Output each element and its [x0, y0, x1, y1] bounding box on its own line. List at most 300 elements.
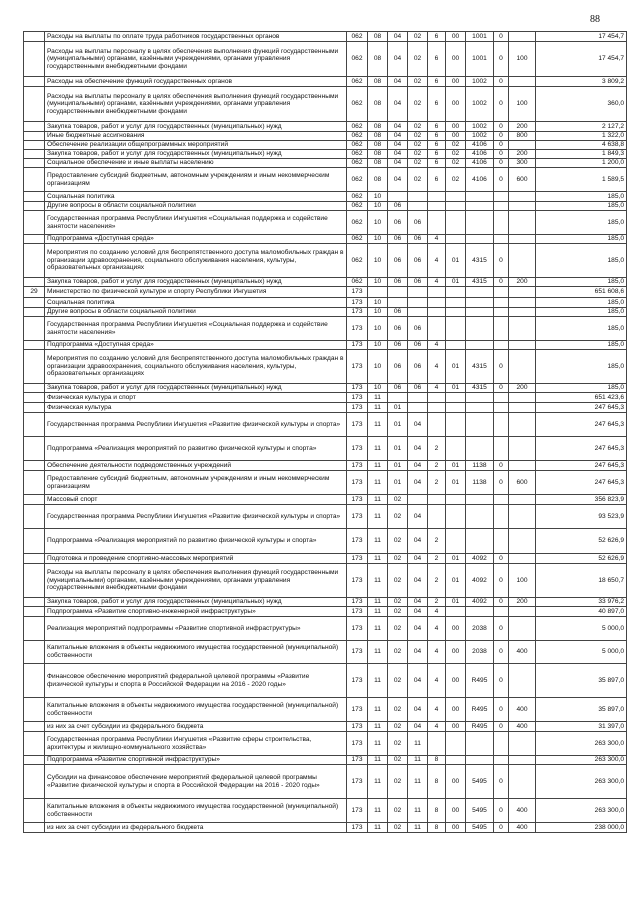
code-subsection: 01 [388, 413, 408, 437]
row-amount: 356 823,9 [536, 495, 627, 505]
row-number [24, 732, 45, 756]
code-section: 08 [368, 42, 388, 77]
code-subprogram: 2 [428, 598, 446, 607]
code-subsection: 01 [388, 471, 408, 495]
code-suffix: 0 [494, 765, 509, 799]
code-expense-type [509, 756, 536, 765]
code-section: 10 [368, 211, 388, 235]
row-amount: 5 000,0 [536, 641, 627, 664]
code-expense-type [509, 529, 536, 554]
code-suffix: 0 [494, 244, 509, 278]
code-suffix: 0 [494, 471, 509, 495]
table-row [24, 471, 627, 495]
table-row [24, 698, 627, 722]
code-suffix: 0 [494, 461, 509, 471]
code-subsection: 06 [388, 235, 408, 244]
code-suffix [494, 192, 509, 202]
code-subsection [388, 393, 408, 403]
row-number [24, 141, 45, 150]
code-expense-type [509, 437, 536, 461]
code-main-event [446, 529, 466, 554]
code-subsection: 02 [388, 756, 408, 765]
code-subprogram: 2 [428, 471, 446, 495]
row-amount: 651 423,6 [536, 393, 627, 403]
code-subprogram: 4 [428, 350, 446, 384]
code-suffix [494, 211, 509, 235]
row-number [24, 607, 45, 617]
row-name: Государственная программа Республики Ингушетия «Развитие физической культуры и спорта» [45, 505, 347, 529]
code-main-event: 00 [446, 799, 466, 823]
code-subsection: 02 [388, 554, 408, 564]
code-suffix: 0 [494, 384, 509, 393]
code-section: 11 [368, 799, 388, 823]
table-row [24, 317, 627, 341]
code-subprogram [428, 732, 446, 756]
row-amount: 263 300,0 [536, 732, 627, 756]
table-row [24, 132, 627, 141]
row-number [24, 122, 45, 132]
code-ministry: 062 [347, 235, 368, 244]
table-row [24, 732, 627, 756]
code-suffix [494, 505, 509, 529]
code-subprogram: 2 [428, 461, 446, 471]
code-subprogram: 4 [428, 278, 446, 287]
table-row [24, 722, 627, 732]
code-expense-type: 100 [509, 87, 536, 122]
table-row [24, 168, 627, 192]
code-section [368, 287, 388, 298]
code-section: 08 [368, 141, 388, 150]
code-expense-type: 400 [509, 799, 536, 823]
code-program [408, 403, 428, 413]
code-section: 11 [368, 823, 388, 833]
code-ministry: 062 [347, 42, 368, 77]
code-ministry: 173 [347, 384, 368, 393]
code-expense-type: 100 [509, 564, 536, 598]
code-ministry: 062 [347, 87, 368, 122]
code-direction [466, 317, 494, 341]
code-suffix [494, 413, 509, 437]
code-subsection: 04 [388, 122, 408, 132]
table-row [24, 505, 627, 529]
code-direction: 5495 [466, 823, 494, 833]
table-row [24, 211, 627, 235]
code-section: 11 [368, 461, 388, 471]
code-ministry: 173 [347, 617, 368, 641]
code-program: 11 [408, 756, 428, 765]
row-number [24, 664, 45, 698]
row-number [24, 350, 45, 384]
code-subsection: 02 [388, 722, 408, 732]
row-amount: 238 000,0 [536, 823, 627, 833]
code-suffix: 0 [494, 77, 509, 87]
code-program [408, 298, 428, 308]
code-expense-type: 200 [509, 122, 536, 132]
code-program: 06 [408, 341, 428, 350]
row-amount: 185,0 [536, 298, 627, 308]
code-main-event: 00 [446, 617, 466, 641]
code-section: 10 [368, 192, 388, 202]
code-program [408, 287, 428, 298]
code-expense-type: 800 [509, 132, 536, 141]
code-direction: 4106 [466, 168, 494, 192]
row-name: Обеспечение деятельности подведомственных учреждений [45, 461, 347, 471]
row-number [24, 202, 45, 211]
code-expense-type [509, 413, 536, 437]
code-direction [466, 495, 494, 505]
code-subsection: 02 [388, 698, 408, 722]
code-direction: 5495 [466, 799, 494, 823]
code-ministry: 062 [347, 77, 368, 87]
code-expense-type: 400 [509, 698, 536, 722]
code-program: 04 [408, 471, 428, 495]
code-program: 06 [408, 278, 428, 287]
code-subprogram: 2 [428, 437, 446, 461]
row-number [24, 87, 45, 122]
code-section: 10 [368, 202, 388, 211]
code-ministry: 173 [347, 756, 368, 765]
code-subprogram [428, 505, 446, 529]
code-ministry: 062 [347, 32, 368, 42]
code-program: 06 [408, 235, 428, 244]
row-name: Социальное обеспечение и иные выплаты населению [45, 159, 347, 168]
code-subsection: 06 [388, 202, 408, 211]
code-expense-type: 200 [509, 278, 536, 287]
table-row [24, 617, 627, 641]
code-main-event: 00 [446, 132, 466, 141]
code-program [408, 192, 428, 202]
code-subprogram: 6 [428, 159, 446, 168]
code-section: 10 [368, 244, 388, 278]
row-name: из них за счет субсидии из федерального бюджета [45, 722, 347, 732]
code-program: 02 [408, 168, 428, 192]
code-section: 08 [368, 168, 388, 192]
code-subprogram [428, 403, 446, 413]
code-expense-type [509, 77, 536, 87]
row-number [24, 756, 45, 765]
code-subsection: 04 [388, 159, 408, 168]
code-section: 10 [368, 278, 388, 287]
code-section: 11 [368, 403, 388, 413]
code-suffix: 0 [494, 168, 509, 192]
code-main-event [446, 287, 466, 298]
code-main-event: 01 [446, 554, 466, 564]
code-ministry: 062 [347, 168, 368, 192]
code-subprogram: 6 [428, 77, 446, 87]
table-row [24, 564, 627, 598]
code-subsection: 04 [388, 168, 408, 192]
code-program: 02 [408, 122, 428, 132]
row-amount: 1 322,0 [536, 132, 627, 141]
code-subsection: 06 [388, 244, 408, 278]
code-main-event [446, 202, 466, 211]
row-name: Капитальные вложения в объекты недвижимого имущества государственной (муниципальной) собственности [45, 641, 347, 664]
code-direction: 1001 [466, 42, 494, 77]
row-amount: 651 608,6 [536, 287, 627, 298]
row-number [24, 461, 45, 471]
table-row [24, 42, 627, 77]
code-subsection: 04 [388, 150, 408, 159]
code-expense-type: 400 [509, 823, 536, 833]
code-program: 04 [408, 617, 428, 641]
row-number [24, 298, 45, 308]
code-suffix [494, 235, 509, 244]
code-program: 04 [408, 664, 428, 698]
row-amount: 263 300,0 [536, 765, 627, 799]
code-subprogram: 6 [428, 42, 446, 77]
code-program: 04 [408, 564, 428, 598]
code-ministry: 173 [347, 823, 368, 833]
row-number [24, 529, 45, 554]
code-section: 08 [368, 77, 388, 87]
code-section: 10 [368, 298, 388, 308]
code-direction: 4106 [466, 150, 494, 159]
code-expense-type: 400 [509, 641, 536, 664]
code-subsection: 04 [388, 32, 408, 42]
row-name: Капитальные вложения в объекты недвижимого имущества государственной (муниципальной) собственности [45, 698, 347, 722]
table-row [24, 598, 627, 607]
table-row [24, 413, 627, 437]
code-main-event: 00 [446, 664, 466, 698]
code-ministry: 062 [347, 141, 368, 150]
row-number [24, 554, 45, 564]
code-expense-type [509, 393, 536, 403]
code-subsection: 06 [388, 384, 408, 393]
row-name: Расходы на выплаты персоналу в целях обеспечения выполнения функций государственными (муниципальными) органами, казёнными учреждениями, органами управления государственными внебюджетными фондами [45, 42, 347, 77]
table-row [24, 150, 627, 159]
row-number [24, 132, 45, 141]
code-program: 02 [408, 132, 428, 141]
code-subsection: 02 [388, 732, 408, 756]
row-amount: 52 626,9 [536, 529, 627, 554]
code-program: 04 [408, 529, 428, 554]
code-expense-type [509, 554, 536, 564]
table-row [24, 403, 627, 413]
table-row [24, 529, 627, 554]
row-number [24, 278, 45, 287]
code-ministry: 173 [347, 341, 368, 350]
code-program: 02 [408, 42, 428, 77]
row-amount: 263 300,0 [536, 799, 627, 823]
table-row [24, 202, 627, 211]
code-main-event: 01 [446, 384, 466, 393]
code-expense-type: 600 [509, 168, 536, 192]
code-direction [466, 403, 494, 413]
code-section: 11 [368, 413, 388, 437]
code-ministry: 173 [347, 471, 368, 495]
code-subsection: 02 [388, 607, 408, 617]
row-name: Государственная программа Республики Ингушетия «Развитие сферы строительства, архитектуры и жилищно-коммунального хозяйства» [45, 732, 347, 756]
code-subprogram [428, 298, 446, 308]
code-suffix [494, 756, 509, 765]
row-name: Расходы на выплаты по оплате труда работников государственных органов [45, 32, 347, 42]
code-direction: R495 [466, 722, 494, 732]
code-main-event [446, 317, 466, 341]
code-direction [466, 298, 494, 308]
code-suffix [494, 317, 509, 341]
row-number [24, 765, 45, 799]
code-subsection: 06 [388, 350, 408, 384]
code-suffix [494, 495, 509, 505]
code-ministry: 062 [347, 159, 368, 168]
row-number [24, 317, 45, 341]
row-amount: 52 626,9 [536, 554, 627, 564]
code-subprogram: 6 [428, 168, 446, 192]
table-row [24, 664, 627, 698]
row-amount: 263 300,0 [536, 756, 627, 765]
code-ministry: 173 [347, 722, 368, 732]
code-direction: 4315 [466, 244, 494, 278]
table-row [24, 159, 627, 168]
row-name: Закупка товаров, работ и услуг для государственных (муниципальных) нужд [45, 384, 347, 393]
code-direction: 1002 [466, 132, 494, 141]
code-ministry: 173 [347, 437, 368, 461]
code-subprogram: 2 [428, 554, 446, 564]
code-suffix: 0 [494, 42, 509, 77]
code-suffix: 0 [494, 122, 509, 132]
row-name: Государственная программа Республики Ингушетия «Социальная поддержка и содействие занятости населения» [45, 317, 347, 341]
code-main-event [446, 308, 466, 317]
code-expense-type: 200 [509, 384, 536, 393]
code-section: 08 [368, 32, 388, 42]
row-amount: 247 645,3 [536, 437, 627, 461]
code-subprogram [428, 202, 446, 211]
row-amount: 3 809,2 [536, 77, 627, 87]
code-suffix: 0 [494, 799, 509, 823]
code-suffix: 0 [494, 87, 509, 122]
code-subprogram: 6 [428, 32, 446, 42]
code-section: 11 [368, 722, 388, 732]
code-direction: 4106 [466, 159, 494, 168]
code-section: 08 [368, 159, 388, 168]
table-row [24, 756, 627, 765]
code-direction [466, 437, 494, 461]
row-name: Субсидии на финансовое обеспечение мероприятий федеральной целевой программы «Развитие физической культуры и спорта в Российской Федерации на 2016 - 2020 годы» [45, 765, 347, 799]
code-ministry: 062 [347, 244, 368, 278]
code-program: 06 [408, 244, 428, 278]
code-ministry: 173 [347, 554, 368, 564]
code-subprogram: 4 [428, 617, 446, 641]
code-direction [466, 732, 494, 756]
row-amount: 185,0 [536, 384, 627, 393]
code-main-event: 01 [446, 278, 466, 287]
code-ministry: 173 [347, 529, 368, 554]
code-direction: 2038 [466, 641, 494, 664]
code-expense-type [509, 403, 536, 413]
code-subsection: 01 [388, 437, 408, 461]
row-name: Подпрограмма «Развитие спортивной инфраструктуры» [45, 756, 347, 765]
code-direction [466, 211, 494, 235]
code-main-event [446, 298, 466, 308]
row-name: Подготовка и проведение спортивно-массовых мероприятий [45, 554, 347, 564]
code-suffix: 0 [494, 554, 509, 564]
code-subsection: 06 [388, 211, 408, 235]
row-number [24, 722, 45, 732]
code-direction [466, 756, 494, 765]
code-main-event [446, 756, 466, 765]
code-section: 08 [368, 87, 388, 122]
code-subprogram [428, 192, 446, 202]
code-main-event: 02 [446, 141, 466, 150]
code-subsection: 02 [388, 823, 408, 833]
code-suffix [494, 403, 509, 413]
code-expense-type [509, 308, 536, 317]
code-expense-type [509, 765, 536, 799]
row-name: Физическая культура и спорт [45, 393, 347, 403]
row-number [24, 617, 45, 641]
code-direction [466, 192, 494, 202]
code-suffix: 0 [494, 722, 509, 732]
table-row [24, 278, 627, 287]
code-subprogram: 8 [428, 765, 446, 799]
code-subprogram: 6 [428, 150, 446, 159]
code-suffix: 0 [494, 278, 509, 287]
code-program: 02 [408, 32, 428, 42]
code-expense-type [509, 317, 536, 341]
row-amount: 185,0 [536, 235, 627, 244]
code-suffix: 0 [494, 598, 509, 607]
code-direction [466, 505, 494, 529]
code-main-event [446, 192, 466, 202]
row-amount: 18 650,7 [536, 564, 627, 598]
code-ministry: 173 [347, 698, 368, 722]
code-program: 04 [408, 598, 428, 607]
row-number [24, 403, 45, 413]
row-number [24, 150, 45, 159]
code-program [408, 393, 428, 403]
code-suffix [494, 287, 509, 298]
code-ministry: 173 [347, 641, 368, 664]
row-amount: 185,0 [536, 211, 627, 235]
code-suffix [494, 437, 509, 461]
row-number [24, 505, 45, 529]
code-subsection: 02 [388, 564, 408, 598]
code-main-event: 01 [446, 461, 466, 471]
code-program: 06 [408, 350, 428, 384]
code-subprogram [428, 287, 446, 298]
code-main-event: 01 [446, 598, 466, 607]
row-name: Капитальные вложения в объекты недвижимого имущества государственной (муниципальной) собственности [45, 799, 347, 823]
row-number [24, 235, 45, 244]
code-main-event: 00 [446, 722, 466, 732]
code-direction: 4092 [466, 554, 494, 564]
code-direction: 1138 [466, 471, 494, 495]
code-ministry: 062 [347, 278, 368, 287]
row-amount: 185,0 [536, 317, 627, 341]
code-subsection: 02 [388, 598, 408, 607]
code-ministry: 173 [347, 607, 368, 617]
code-subprogram: 4 [428, 384, 446, 393]
code-subsection: 04 [388, 42, 408, 77]
code-program: 02 [408, 150, 428, 159]
row-amount: 40 897,0 [536, 607, 627, 617]
row-name: Государственная программа Республики Ингушетия «Социальная поддержка и содействие занятости населения» [45, 211, 347, 235]
code-main-event: 02 [446, 150, 466, 159]
code-main-event: 01 [446, 564, 466, 598]
code-subsection: 02 [388, 664, 408, 698]
code-ministry: 173 [347, 403, 368, 413]
code-program: 02 [408, 87, 428, 122]
row-number [24, 42, 45, 77]
code-ministry: 062 [347, 122, 368, 132]
code-main-event: 00 [446, 87, 466, 122]
code-subsection: 02 [388, 641, 408, 664]
code-section: 11 [368, 471, 388, 495]
code-expense-type [509, 287, 536, 298]
code-direction: R495 [466, 698, 494, 722]
code-direction: 4092 [466, 564, 494, 598]
row-name: Физическая культура [45, 403, 347, 413]
